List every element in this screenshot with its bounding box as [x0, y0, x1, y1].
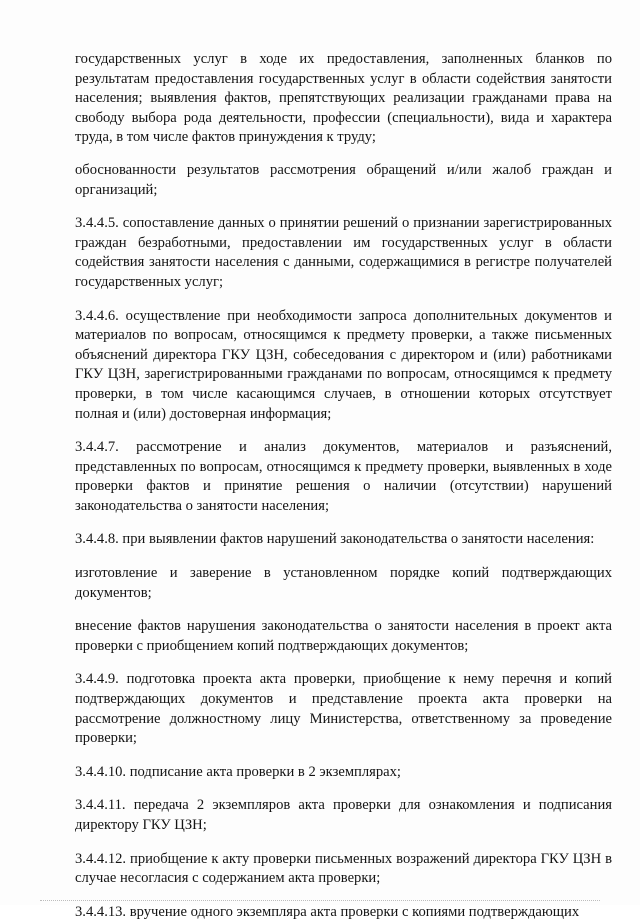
paragraph-3-4-4-12: 3.4.4.12. приобщение к акту проверки письменных возражений директора ГКУ ЦЗН в случае несогласия с содержанием акта проверки; [75, 850, 612, 887]
paragraph-copies: изготовление и заверение в установленном порядке копий подтверждающих документов; [75, 565, 612, 601]
paragraph-justification: обоснованности результатов рассмотрения обращений и/или жалоб граждан и организаций; [75, 161, 612, 198]
paragraph-3-4-4-5: 3.4.4.5. сопоставление данных о принятии решений о признании зарегистрированных граждан безработными, предоставлении им государственных услуг в области содействия занятости населения с данными, содержащимися в регистре получателей государственных услуг; [75, 215, 612, 290]
paragraph-continuation: государственных услуг в ходе их предоставления, заполненных бланков по результатам предоставления государственных услуг в области содействия занятости населения; выявления фактов, препятствующих реализации гражданами права на свободу выбора рода деятельности, профессии (специальности), вида и характера труда, в том числе фактов принуждения к труду; [75, 51, 612, 146]
paragraph-3-4-4-7: 3.4.4.7. рассмотрение и анализ документов, материалов и разъяснений, представленных по вопросам, относящимся к предмету проверки, выявленных в ходе проверки фактов и принятие решения о наличии (отсутствии) нарушений законодательства о занятости населения; [75, 439, 612, 514]
scan-edge-divider [40, 900, 600, 903]
paragraph-violations: внесение фактов нарушения законодательства о занятости населения в проект акта проверки с приобщением копий подтверждающих документов; [75, 618, 612, 654]
paragraph-3-4-4-13: 3.4.4.13. вручение одного экземпляра акта проверки с копиями подтверждающих [75, 903, 580, 920]
paragraph-3-4-4-9: 3.4.4.9. подготовка проекта акта проверки, приобщение к нему перечня и копий подтверждающих документов и представление проекта акта проверки на рассмотрение должностному лицу Министерства, ответственному за проведение проверки; [75, 671, 612, 747]
paragraph-3-4-4-11: 3.4.4.11. передача 2 экземпляров акта проверки для ознакомления и подписания директору ГКУ ЦЗН; [75, 797, 612, 833]
document-body [75, 50, 612, 922]
paragraph-3-4-4-10: 3.4.4.10. подписание акта проверки в 2 экземплярах; [75, 763, 401, 780]
paragraph-3-4-4-8: 3.4.4.8. при выявлении фактов нарушений законодательства о занятости населения: [75, 531, 595, 548]
paragraph-3-4-4-6: 3.4.4.6. осуществление при необходимости запроса дополнительных документов и материалов по вопросам, относящимся к предмету проверки, а также письменных объяснений директора ГКУ ЦЗН, собеседования с директором и (или) работниками ГКУ ЦЗН, зарегистрированными гражданами по вопросам, относящимся к предмету проверки, в том числе касающимся случаев, в отношении которых отсутствует полная и (или) достоверная информация; [75, 307, 612, 422]
